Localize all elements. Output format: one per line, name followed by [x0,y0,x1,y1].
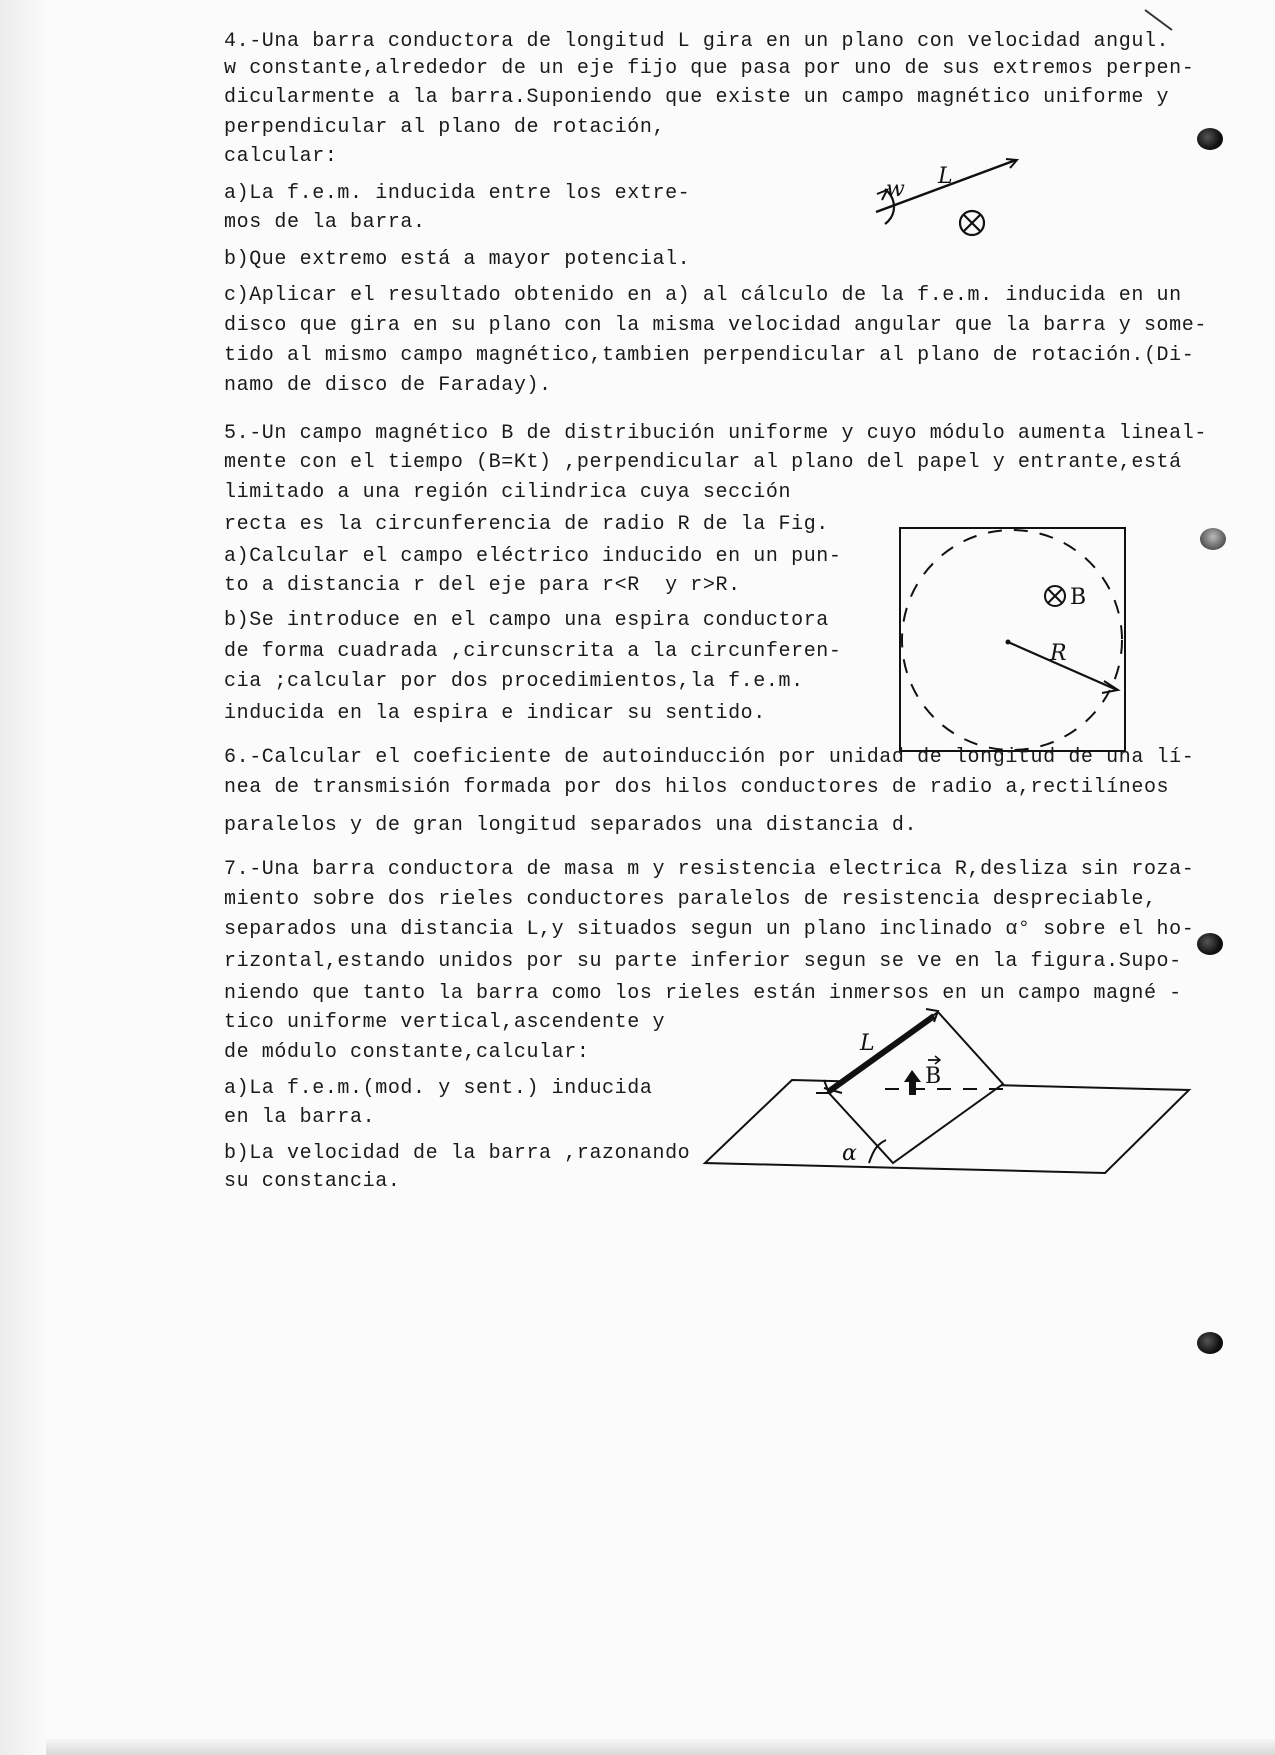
problem-4-line: w constante,alrededor de un eje fijo que pasa por uno de sus extremos perpen- [224,57,1195,80]
problem-7-line: en la barra. [224,1106,376,1129]
bar-length-label: L [938,164,953,189]
problem-5-line: b)Se introduce en el campo una espira conductora [224,609,829,632]
problem-7-line: rizontal,estando unidos por su parte inferior segun se ve en la figura.Supo- [224,950,1182,973]
problem-4-line: a)La f.e.m. inducida entre los extre- [224,182,691,205]
problem-7-line: b)La velocidad de la barra ,razonando [224,1142,691,1165]
problem-4-line: namo de disco de Faraday). [224,374,552,397]
problem-5-line: inducida en la espira e indicar su sentido. [224,702,766,725]
problem-4-line: disco que gira en su plano con la misma velocidad angular que la barra y some- [224,314,1207,337]
problem-7-line: miento sobre dos rieles conductores paralelos de resistencia despreciable, [224,888,1157,911]
field-label: B [1070,585,1087,610]
problem-4-line: b)Que extremo está a mayor potencial. [224,248,691,271]
problem-4-line: 4.-Una barra conductora de longitud L gira en un plano con velocidad angul. [224,30,1170,53]
problem-5-line: a)Calcular el campo eléctrico inducido en un pun- [224,545,842,568]
problem-7-line: a)La f.e.m.(mod. y sent.) inducida [224,1077,653,1100]
problem-5-line: limitado a una región cilindrica cuya sección [224,481,792,504]
problem-5-line: to a distancia r del eje para r<R y r>R. [224,574,741,597]
angle-label: α [842,1141,857,1166]
problem-6-line: paralelos y de gran longitud separados una distancia d. [224,814,918,837]
radius-label: R [1050,641,1067,666]
problem-5-line: cia ;calcular por dos procedimientos,la f.e.m. [224,670,804,693]
problem-4-line: c)Aplicar el resultado obtenido en a) al cálculo de la f.e.m. inducida en un [224,284,1182,307]
field-label: B [925,1064,942,1089]
problem-4-line: calcular: [224,145,338,168]
problem-4-line: tido al mismo campo magnético,tambien perpendicular al plano de rotación.(Di- [224,344,1195,367]
problem-5-line: 5.-Un campo magnético B de distribución uniforme y cuyo módulo aumenta lineal- [224,422,1207,445]
problem-4-line: dicularmente a la barra.Suponiendo que existe un campo magnético uniforme y [224,86,1170,109]
problem-7-line: de módulo constante,calcular: [224,1041,590,1064]
bar-length-label: L [860,1031,875,1056]
problem-7-line: tico uniforme vertical,ascendente y [224,1011,666,1034]
omega-label: w [886,177,905,202]
problem-5-line: de forma cuadrada ,circunscrita a la circunferen- [224,640,842,663]
problem-5-line: mente con el tiempo (B=Kt) ,perpendicular al plano del papel y entrante,está [224,451,1182,474]
problem-4-line: perpendicular al plano de rotación, [224,116,666,139]
problem-7-line: su constancia. [224,1170,401,1193]
problem-4-line: mos de la barra. [224,211,426,234]
problem-6-line: nea de transmisión formada por dos hilos conductores de radio a,rectilíneos [224,776,1170,799]
problem-5-line: recta es la circunferencia de radio R de la Fig. [224,513,829,536]
problem-7-line: separados una distancia L,y situados segun un plano inclinado α° sobre el ho- [224,918,1195,941]
problem-7-line: 7.-Una barra conductora de masa m y resistencia electrica R,desliza sin roza- [224,858,1195,881]
problem-6-line: 6.-Calcular el coeficiente de autoinducción por unidad de longitud de una lí- [224,746,1195,769]
problem-7-line: niendo que tanto la barra como los rieles están inmersos en un campo magné - [224,982,1182,1005]
